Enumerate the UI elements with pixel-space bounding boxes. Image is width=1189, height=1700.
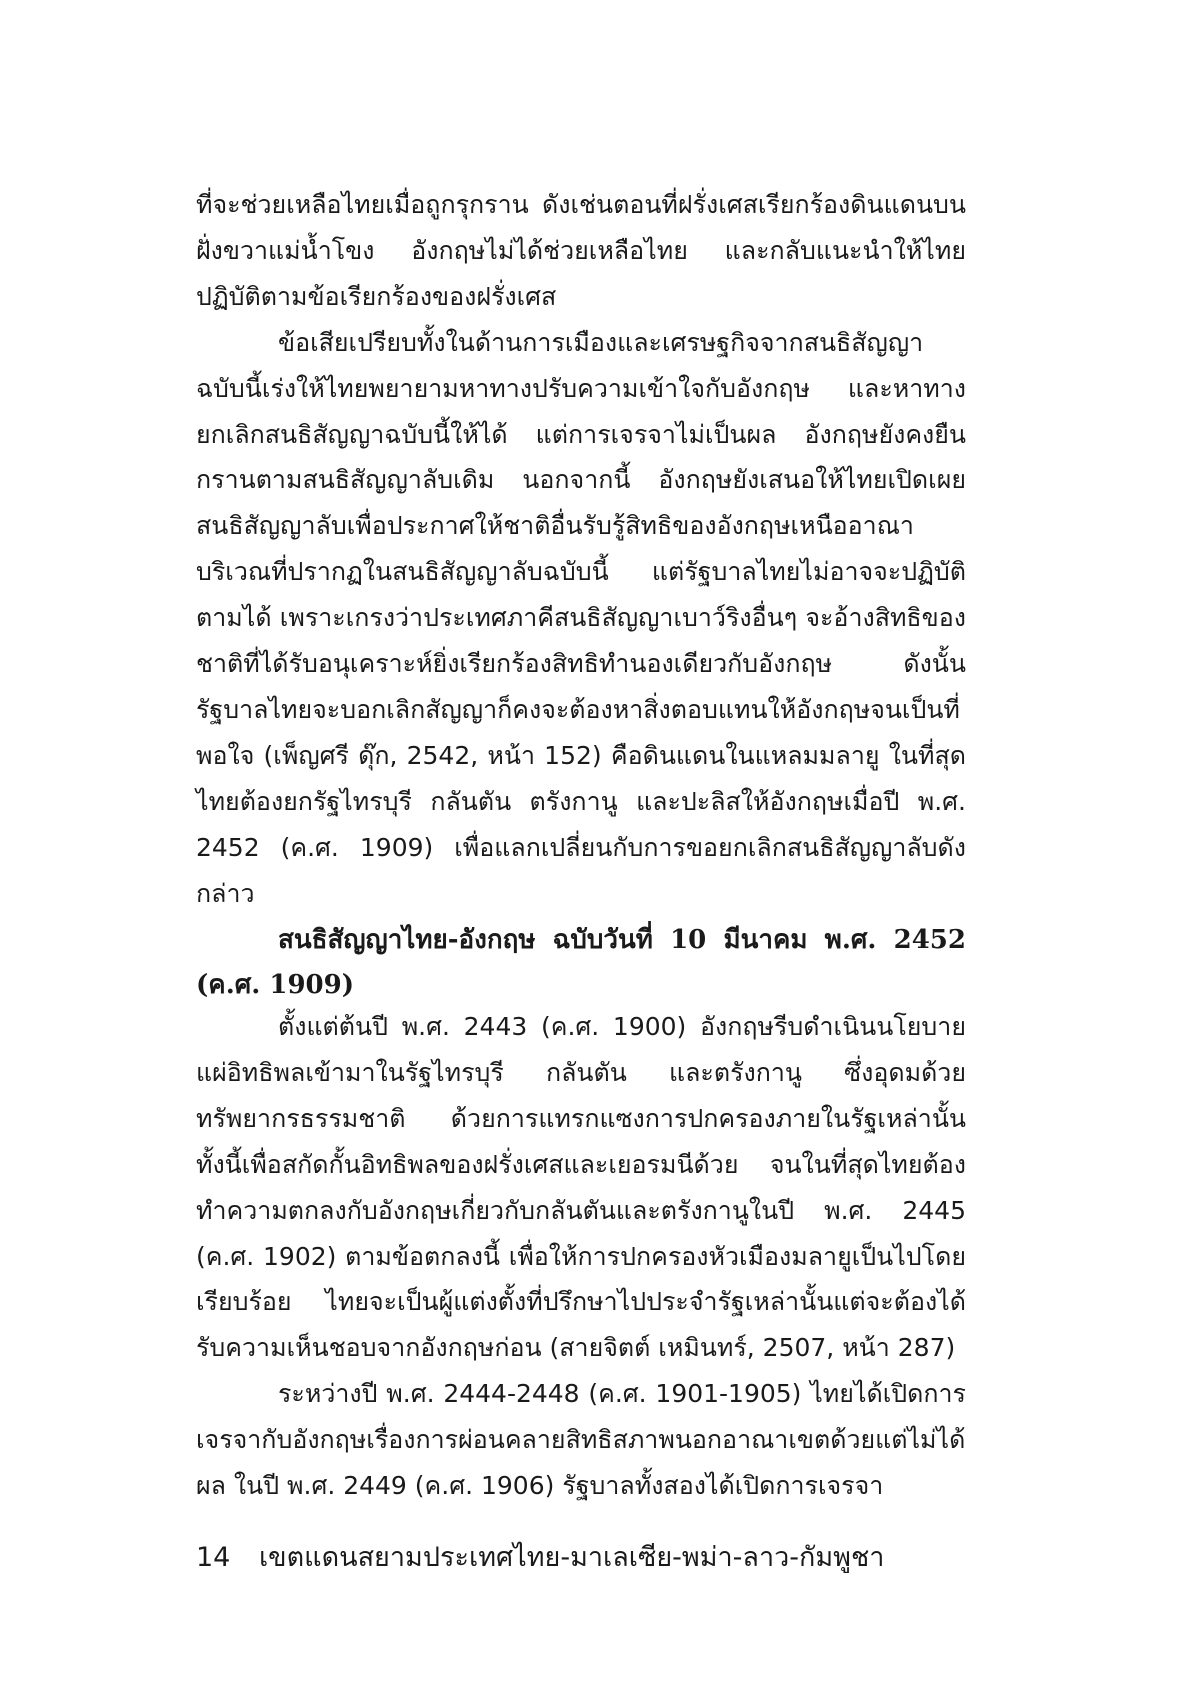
body-text-section-1 bbox=[196, 182, 966, 917]
paragraph: ข้อเสียเปรียบทั้งในด้านการเมืองและเศรษฐกิจจากสนธิสัญญาฉบับนี้เร่งให้ไทยพยายามหาทางปรับความเข้าใจกับอังกฤษ และหาทางยกเลิกสนธิสัญญาฉบับนี้ให้ได้ แต่การเจรจาไม่เป็นผล อังกฤษยังคงยืนกรานตามสนธิสัญญาลับเดิม นอกจากนี้ อังกฤษยังเสนอให้ไทยเปิดเผยสนธิสัญญาลับเพื่อประกาศให้ชาติอื่นรับรู้สิทธิของอังกฤษเหนืออาณาบริเวณที่ปรากฏในสนธิสัญญาลับฉบับนี้ แต่รัฐบาลไทยไม่อาจจะปฏิบัติตามได้ เพราะเกรงว่าประเทศภาคีสนธิสัญญาเบาว์ริงอื่นๆ จะอ้างสิทธิของชาติที่ได้รับอนุเคราะห์ยิ่งเรียกร้องสิทธิทำนองเดียวกับอังกฤษ ดังนั้น รัฐบาลไทยจะบอกเลิกสัญญาก็คงจะต้องหาสิ่งตอบแทนให้อังกฤษจนเป็นที่พอใจ (เพ็ญศรี ดุ๊ก, 2542, หน้า 152) คือดินแดนในแหลมมลายู ในที่สุดไทยต้องยกรัฐไทรบุรี กลันตัน ตรังกานู และปะลิสให้อังกฤษเมื่อปี พ.ศ. 2452 (ค.ศ. 1909) เพื่อแลกเปลี่ยนกับการขอยกเลิกสนธิสัญญาลับดังกล่าว bbox=[196, 327, 966, 908]
page-number: 14 bbox=[196, 1542, 231, 1573]
body-text-section-2 bbox=[196, 1004, 966, 1509]
section-heading-text: สนธิสัญญาไทย-อังกฤษ ฉบับวันที่ 10 มีนาคม พ.ศ. 2452 (ค.ศ. 1909) bbox=[196, 925, 966, 1000]
section-heading bbox=[196, 918, 966, 1008]
paragraph: ตั้งแต่ต้นปี พ.ศ. 2443 (ค.ศ. 1900) อังกฤษรีบดำเนินนโยบายแผ่อิทธิพลเข้ามาในรัฐไทรบุรี กลันตัน และตรังกานู ซึ่งอุดมด้วยทรัพยากรธรรมชาติ ด้วยการแทรกแซงการปกครองภายในรัฐเหล่านั้น ทั้งนี้เพื่อสกัดกั้นอิทธิพลของฝรั่งเศสและเยอรมนีด้วย จนในที่สุดไทยต้องทำความตกลงกับอังกฤษเกี่ยวกับกลันตันและตรังกานูในปี พ.ศ. 2445 (ค.ศ. 1902) ตามข้อตกลงนี้ เพื่อให้การปกครองหัวเมืองมลายูเป็นไปโดยเรียบร้อย ไทยจะเป็นผู้แต่งตั้งที่ปรึกษาไปประจำรัฐเหล่านั้นแต่จะต้องได้รับความเห็นชอบจากอังกฤษก่อน (สายจิตต์ เหมินทร์, 2507, หน้า 287) bbox=[196, 1012, 966, 1363]
paragraph: ที่จะช่วยเหลือไทยเมื่อถูกรุกราน ดังเช่นตอนที่ฝรั่งเศสเรียกร้องดินแดนบนฝั่งขวาแม่น้ำโขง อังกฤษไม่ได้ช่วยเหลือไทย และกลับแนะนำให้ไทยปฏิบัติตามข้อเรียกร้องของฝรั่งเศส bbox=[196, 190, 966, 311]
page-footer bbox=[196, 1540, 966, 1576]
paragraph: ระหว่างปี พ.ศ. 2444-2448 (ค.ศ. 1901-1905) ไทยได้เปิดการเจรจากับอังกฤษเรื่องการผ่อนคลายสิทธิสภาพนอกอาณาเขตด้วยแต่ไม่ได้ผล ในปี พ.ศ. 2449 (ค.ศ. 1906) รัฐบาลทั้งสองได้เปิดการเจรจา bbox=[196, 1379, 966, 1501]
running-title: เขตแดนสยามประเทศไทย-มาเลเซีย-พม่า-ลาว-กัมพูชา bbox=[258, 1542, 885, 1573]
